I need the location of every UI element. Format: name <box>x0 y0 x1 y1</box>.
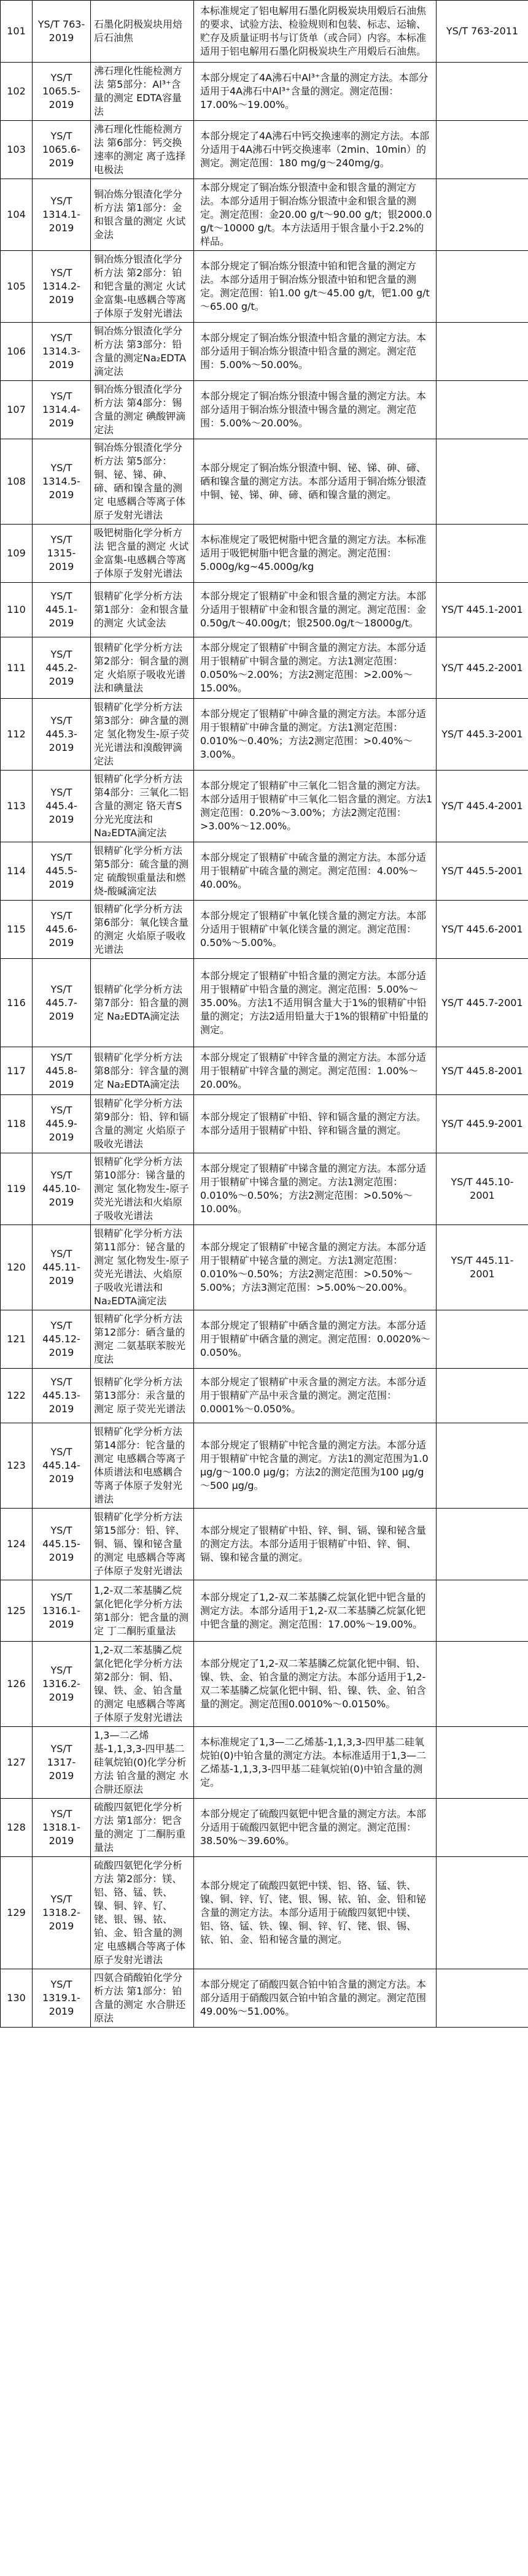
replaced-standard <box>437 251 528 323</box>
table-row <box>1 179 528 251</box>
standard-name: 银精矿化学分析方法 第1部分：金和银含量的测定 火试金法 <box>91 583 194 637</box>
standard-number: YS/T 1314.1-2019 <box>33 179 91 251</box>
standard-number: YS/T 445.8-2019 <box>33 1047 91 1095</box>
standard-scope: 本部分规定了银精矿中硒含量的测定方法。本部分适用于银精矿中硒含量的测定。测定范围：0.0020%～0.050%。 <box>194 1310 437 1369</box>
row-number: 121 <box>1 1310 33 1369</box>
standard-name: 银精矿化学分析方法 第10部分：锑含量的测定 氢化物发生-原子荧光光谱法和火焰原子吸收光谱法 <box>91 1153 194 1225</box>
standard-scope: 本部分规定了铜冶炼分银渣中铅含量的测定方法。本部分适用于铜冶炼分银渣中铅含量的测定。测定范围：5.00%～50.00%。 <box>194 323 437 381</box>
table-row <box>1 901 528 959</box>
table-row <box>1 699 528 771</box>
replaced-standard: YS/T 445.2-2001 <box>437 637 528 699</box>
replaced-standard <box>437 1857 528 1969</box>
replaced-standard <box>437 179 528 251</box>
standard-name: 银精矿化学分析方法 第3部分：砷含量的测定 氢化物发生-原子荧光光谱法和溴酸钾滴定法 <box>91 699 194 771</box>
table-row <box>1 959 528 1047</box>
replaced-standard <box>437 63 528 121</box>
row-number: 123 <box>1 1423 33 1509</box>
standard-name: 石墨化阴极炭块用焙后石油焦 <box>91 1 194 63</box>
standard-scope: 本部分规定了硝酸四氨合铂中铂含量的测定方法。本部分适用于硝酸四氨合铂中铂含量的测定。测定范围49.00%～51.00%。 <box>194 1969 437 2028</box>
row-number: 116 <box>1 959 33 1047</box>
table-row <box>1 1369 528 1423</box>
row-number: 127 <box>1 1727 33 1799</box>
standard-scope: 本部分规定了铜冶炼分银渣中锡含量的测定方法。本部分适用于铜冶炼分银渣中锡含量的测定。测定范围：5.00%～20.00%。 <box>194 381 437 439</box>
standard-scope: 本部分规定了铜冶炼分银渣中铜、铋、锑、砷、碲、硒和镍含量的测定方法。本部分适用于铜冶炼分银渣中铜、铋、锑、砷、碲、硒和镍含量的测定。 <box>194 439 437 525</box>
standard-number: YS/T 1314.2-2019 <box>33 251 91 323</box>
table-row <box>1 1799 528 1857</box>
table-row <box>1 1642 528 1727</box>
table-row <box>1 1225 528 1310</box>
table-row <box>1 1047 528 1095</box>
replaced-standard: YS/T 445.5-2001 <box>437 842 528 901</box>
row-number: 109 <box>1 525 33 583</box>
row-number: 113 <box>1 771 33 842</box>
standard-scope: 本部分规定了银精矿中金和银含量的测定方法。本部分适用于银精矿中金和银含量的测定。测定范围：金0.50g/t～40.00g/t；银2500.0g/t～18000g/t。 <box>194 583 437 637</box>
row-number: 128 <box>1 1799 33 1857</box>
standard-number: YS/T 1318.2-2019 <box>33 1857 91 1969</box>
standard-scope: 本部分规定了银精矿中铜含量的测定方法。本部分适用于银精矿中铜含量的测定。方法1测定范围：0.050%～2.00%；方法2测定范围：>2.00%～15.00%。 <box>194 637 437 699</box>
table-row <box>1 1857 528 1969</box>
replaced-standard <box>437 1310 528 1369</box>
standard-scope: 本部分规定了银精矿中汞含量的测定方法。本部分适用于银精矿产品中汞含量的测定。测定范围：0.0001%～0.050%。 <box>194 1369 437 1423</box>
replaced-standard <box>437 381 528 439</box>
standard-name: 银精矿化学分析方法 第12部分：硒含量的测定 二氨基联苯胺光度法 <box>91 1310 194 1369</box>
standard-scope: 本部分规定了铜冶炼分银渣中金和银含量的测定方法。本部分适用于铜冶炼分银渣中金和银含量的测定。测定范围：金20.00 g/t～90.00 g/t；银2000.0 g/t～10000 g/t。本方法适用于银含量小于2.2%的样品。 <box>194 179 437 251</box>
standard-scope: 本标准规定了1,3—二乙烯基-1,1,3,3-四甲基二硅氧烷铂(0)中铂含量的测定方法。本标准适用于1,3—二乙烯基-1,1,3,3-四甲基二硅氧烷铂(0)中铂含量的测定。 <box>194 1727 437 1799</box>
standard-number: YS/T 1316.2-2019 <box>33 1642 91 1727</box>
row-number: 122 <box>1 1369 33 1423</box>
replaced-standard: YS/T 445.6-2001 <box>437 901 528 959</box>
standard-name: 硫酸四氨钯化学分析方法 第1部分：钯含量的测定 丁二酮肟重量法 <box>91 1799 194 1857</box>
replaced-standard: YS/T 445.9-2001 <box>437 1095 528 1153</box>
standard-name: 1,2-双二苯基膦乙烷氯化钯化学分析方法 第2部分：铜、铅、镍、铁、金、铂含量的测定 电感耦合等离子体原子发射光谱法 <box>91 1642 194 1727</box>
standard-scope: 本部分规定了银精矿中硫含量的测定方法。本部分适用于银精矿中硫含量的测定。测定范围：4.00%～40.00%。 <box>194 842 437 901</box>
standard-number: YS/T 1065.5-2019 <box>33 63 91 121</box>
row-number: 118 <box>1 1095 33 1153</box>
row-number: 107 <box>1 381 33 439</box>
replaced-standard: YS/T 445.3-2001 <box>437 699 528 771</box>
table-row <box>1 1580 528 1642</box>
table-row <box>1 1423 528 1509</box>
standard-number: YS/T 1318.1-2019 <box>33 1799 91 1857</box>
standard-name: 硫酸四氨钯化学分析方法 第2部分：镁、铝、铬、锰、铁、镍、铜、锌、钌、铑、银、锡、铱、铂、金、铅含量的测定 电感耦合等离子体原子发射光谱法 <box>91 1857 194 1969</box>
table-row <box>1 439 528 525</box>
row-number: 102 <box>1 63 33 121</box>
standard-name: 1,2-双二苯基膦乙烷氯化钯化学分析方法 第1部分：钯含量的测定 丁二酮肟重量法 <box>91 1580 194 1642</box>
replaced-standard <box>437 439 528 525</box>
replaced-standard <box>437 1369 528 1423</box>
standard-name: 银精矿化学分析方法 第5部分：硫含量的测定 硫酸钡重量法和燃烧-酸碱滴定法 <box>91 842 194 901</box>
standard-number: YS/T 1314.4-2019 <box>33 381 91 439</box>
row-number: 104 <box>1 179 33 251</box>
standard-number: YS/T 1316.1-2019 <box>33 1580 91 1642</box>
row-number: 117 <box>1 1047 33 1095</box>
table-row <box>1 1095 528 1153</box>
replaced-standard: YS/T 445.11-2001 <box>437 1225 528 1310</box>
standard-number: YS/T 445.5-2019 <box>33 842 91 901</box>
table-row <box>1 121 528 179</box>
standard-scope: 本部分规定了4A沸石中钙交换速率的测定方法。本部分适用于4A沸石中钙交换速率（2min、10min）的测定。测定范围：180 mg/g～240mg/g。 <box>194 121 437 179</box>
standard-number: YS/T 445.12-2019 <box>33 1310 91 1369</box>
replaced-standard <box>437 1642 528 1727</box>
table-row <box>1 1153 528 1225</box>
standard-number: YS/T 1314.5-2019 <box>33 439 91 525</box>
standard-scope: 本部分规定了银精矿中三氧化二铝含量的测定方法。本部分适用于银精矿中三氧化二铝含量的测定。方法1测定范围：0.20%～3.00%；方法2测定范围：>3.00%～12.00%。 <box>194 771 437 842</box>
standard-name: 银精矿化学分析方法 第4部分：三氧化二铝含量的测定 铬天青S分光光度法和Na₂EDTA滴定法 <box>91 771 194 842</box>
replaced-standard <box>437 121 528 179</box>
standard-scope: 本部分规定了银精矿中铅、锌和镉含量的测定方法。本部分适用于银精矿中铅、锌和镉含量的测定。 <box>194 1095 437 1153</box>
standard-number: YS/T 445.13-2019 <box>33 1369 91 1423</box>
row-number: 130 <box>1 1969 33 2028</box>
table-row <box>1 842 528 901</box>
replaced-standard <box>437 1799 528 1857</box>
standard-number: YS/T 445.10-2019 <box>33 1153 91 1225</box>
standard-scope: 本部分规定了银精矿中铊含量的测定方法。本部分适用于银精矿中铊含量的测定。方法1的测定范围为1.0 μg/g～100.0 μg/g；方法2的测定范围为100 μg/g～500 μg/g。 <box>194 1423 437 1509</box>
standard-scope: 本部分规定了银精矿中锌含量的测定方法。本部分适用于银精矿中锌含量的测定。测定范围：1.00%～20.00%。 <box>194 1047 437 1095</box>
row-number: 126 <box>1 1642 33 1727</box>
standard-scope: 本部分规定了硫酸四氨钯中钯含量的测定方法。本部分适用于硫酸四氨钯中钯含量的测定。测定范围：38.50%～39.60%。 <box>194 1799 437 1857</box>
replaced-standard <box>437 1727 528 1799</box>
row-number: 110 <box>1 583 33 637</box>
standard-name: 银精矿化学分析方法 第15部分：铅、锌、铜、镉、镍和铋含量的测定 电感耦合等离子体原子发射光谱法 <box>91 1509 194 1580</box>
standard-name: 铜冶炼分银渣化学分析方法 第1部分：金和银含量的测定 火试金法 <box>91 179 194 251</box>
standard-name: 银精矿化学分析方法 第9部分：铅、锌和镉含量的测定 火焰原子吸收光谱法 <box>91 1095 194 1153</box>
row-number: 120 <box>1 1225 33 1310</box>
table-row <box>1 1509 528 1580</box>
standards-table-body <box>1 1 528 2028</box>
standard-name: 四氨合硝酸铂化学分析方法 第1部分：铂含量的测定 水合肼还原法 <box>91 1969 194 2028</box>
standard-name: 铜冶炼分银渣化学分析方法 第3部分：铅含量的测定Na₂EDTA滴定法 <box>91 323 194 381</box>
row-number: 101 <box>1 1 33 63</box>
standard-name: 银精矿化学分析方法 第13部分：汞含量的测定 原子荧光光谱法 <box>91 1369 194 1423</box>
standard-name: 铜冶炼分银渣化学分析方法 第5部分：铜、铋、锑、砷、碲、硒和镍含量的测定 电感耦合等离子体原子发射光谱法 <box>91 439 194 525</box>
row-number: 103 <box>1 121 33 179</box>
replaced-standard <box>437 1423 528 1509</box>
replaced-standard <box>437 323 528 381</box>
replaced-standard: YS/T 445.7-2001 <box>437 959 528 1047</box>
table-row <box>1 637 528 699</box>
row-number: 105 <box>1 251 33 323</box>
standard-name: 银精矿化学分析方法 第6部分：氧化镁含量的测定 火焰原子吸收光谱法 <box>91 901 194 959</box>
standard-scope: 本部分规定了铜冶炼分银渣中铂和钯含量的测定方法。本部分适用于铜冶炼分银渣中铂和钯含量的测定。测定范围：铂1.00 g/t～45.00 g/t，钯1.00 g/t～65.00 g/t。 <box>194 251 437 323</box>
standard-number: YS/T 445.14-2019 <box>33 1423 91 1509</box>
standard-name: 银精矿化学分析方法 第2部分：铜含量的测定 火焰原子吸收光谱法和碘量法 <box>91 637 194 699</box>
standard-number: YS/T 1319.1-2019 <box>33 1969 91 2028</box>
standard-number: YS/T 1315-2019 <box>33 525 91 583</box>
standard-name: 铜冶炼分银渣化学分析方法 第2部分：铂和钯含量的测定 火试金富集-电感耦合等离子体原子发射光谱法 <box>91 251 194 323</box>
standard-scope: 本部分规定了银精矿中氧化镁含量的测定方法。本部分适用于银精矿中氧化镁含量的测定。测定范围：0.50%～5.00%。 <box>194 901 437 959</box>
table-row <box>1 1727 528 1799</box>
table-row <box>1 381 528 439</box>
standard-name: 银精矿化学分析方法 第7部分：铅含量的测定 Na₂EDTA滴定法 <box>91 959 194 1047</box>
standard-number: YS/T 445.6-2019 <box>33 901 91 959</box>
standard-scope: 本部分规定了1,2-双二苯基膦乙烷氯化钯中铜、铅、镍、铁、金、铂含量的测定方法。本部分适用于1,2-双二苯基膦乙烷氯化钯中铜、铅、镍、铁、金、铂含量的测定。测定范围0.0010%～0.0150%。 <box>194 1642 437 1727</box>
row-number: 124 <box>1 1509 33 1580</box>
standard-number: YS/T 763-2019 <box>33 1 91 63</box>
standard-number: YS/T 1065.6-2019 <box>33 121 91 179</box>
row-number: 114 <box>1 842 33 901</box>
standard-name: 银精矿化学分析方法 第14部分：铊含量的测定 电感耦合等离子体质谱法和电感耦合等离子体原子发射光谱法 <box>91 1423 194 1509</box>
table-row <box>1 1969 528 2028</box>
standard-name: 沸石理化性能检测方法 第6部分：钙交换速率的测定 离子选择电极法 <box>91 121 194 179</box>
row-number: 119 <box>1 1153 33 1225</box>
standard-number: YS/T 445.2-2019 <box>33 637 91 699</box>
replaced-standard <box>437 1509 528 1580</box>
row-number: 108 <box>1 439 33 525</box>
standard-scope: 本标准规定了铝电解用石墨化阴极炭块用煅后石油焦的要求、试验方法、检验规则和包装、标志、运输、贮存及质量证明书与订货单（或合同）内容。本标准适用于铝电解用石墨化阴极炭块生产用煅后石油焦。 <box>194 1 437 63</box>
standard-number: YS/T 445.11-2019 <box>33 1225 91 1310</box>
row-number: 112 <box>1 699 33 771</box>
standard-scope: 本部分规定了硫酸四氨钯中镁、铝、铬、锰、铁、镍、铜、锌、钌、铑、银、锡、铱、铂、金、铅和铋含量的测定方法。本部分适用于硫酸四氨钯中镁、铝、铬、锰、铁、镍、铜、锌、钌、铑、银、锡、铱、铂、金、铅和铋含量的测定。 <box>194 1857 437 1969</box>
standard-number: YS/T 1317-2019 <box>33 1727 91 1799</box>
standard-name: 银精矿化学分析方法 第8部分：锌含量的测定 Na₂EDTA滴定法 <box>91 1047 194 1095</box>
standard-name: 铜冶炼分银渣化学分析方法 第4部分：锡含量的测定 碘酸钾滴定法 <box>91 381 194 439</box>
table-row <box>1 63 528 121</box>
replaced-standard <box>437 525 528 583</box>
row-number: 106 <box>1 323 33 381</box>
table-row <box>1 1310 528 1369</box>
standard-scope: 本部分规定了1,2-双二苯基膦乙烷氯化钯中钯含量的测定方法。本部分适用于1,2-双二苯基膦乙烷氯化钯中钯含量的测定。测定范围：17.00%～19.00%。 <box>194 1580 437 1642</box>
table-row <box>1 1 528 63</box>
standard-number: YS/T 445.9-2019 <box>33 1095 91 1153</box>
standard-number: YS/T 445.15-2019 <box>33 1509 91 1580</box>
standard-scope: 本标准规定了吸钯树脂中钯含量的测定方法。本标准适用于吸钯树脂中钯含量的测定。测定范围：5.000g/kg~45.000g/kg <box>194 525 437 583</box>
table-row <box>1 323 528 381</box>
standard-number: YS/T 1314.3-2019 <box>33 323 91 381</box>
standard-name: 1,3—二乙烯基-1,1,3,3-四甲基二硅氧烷铂(0)化学分析方法 铂含量的测定 水合肼还原法 <box>91 1727 194 1799</box>
replaced-standard: YS/T 763-2011 <box>437 1 528 63</box>
table-row <box>1 251 528 323</box>
replaced-standard: YS/T 445.1-2001 <box>437 583 528 637</box>
replaced-standard <box>437 1969 528 2028</box>
row-number: 125 <box>1 1580 33 1642</box>
standard-number: YS/T 445.7-2019 <box>33 959 91 1047</box>
standard-scope: 本部分规定了银精矿中锑含量的测定方法。本部分适用于银精矿中锑含量的测定。方法1测定范围：0.010%～0.50%；方法2测定范围：>0.50%～10.00%。 <box>194 1153 437 1225</box>
standard-scope: 本部分规定了4A沸石中Al³⁺含量的测定方法。本部分适用于4A沸石中Al³⁺含量的测定。测定范围：17.00%～19.00%。 <box>194 63 437 121</box>
row-number: 111 <box>1 637 33 699</box>
table-row <box>1 525 528 583</box>
replaced-standard: YS/T 445.10-2001 <box>437 1153 528 1225</box>
standard-name: 沸石理化性能检测方法 第5部分：Al³⁺含量的测定 EDTA容量法 <box>91 63 194 121</box>
row-number: 129 <box>1 1857 33 1969</box>
standard-number: YS/T 445.3-2019 <box>33 699 91 771</box>
standard-name: 银精矿化学分析方法 第11部分：铋含量的测定 氢化物发生-原子荧光光谱法、火焰原子吸收光谱法和Na₂EDTA滴定法 <box>91 1225 194 1310</box>
replaced-standard <box>437 1580 528 1642</box>
row-number: 115 <box>1 901 33 959</box>
standard-name: 吸钯树脂化学分析方法 钯含量的测定 火试金富集-电感耦合等离子体原子发射光谱法 <box>91 525 194 583</box>
standard-scope: 本部分规定了银精矿中铅含量的测定方法。本部分适用于银精矿中铅含量的测定。测定范围：5.00%～35.00%。方法1不适用铜含量大于1%的银精矿中铅量的测定；方法2适用铅量大于1%的银精矿中铅量的测定。 <box>194 959 437 1047</box>
standard-number: YS/T 445.4-2019 <box>33 771 91 842</box>
standard-scope: 本部分规定了银精矿中铋含量的测定方法。本部分适用于银精矿中铋含量的测定。方法1测定范围：0.010%～0.50%；方法2测定范围：>0.50%～5.00%；方法3测定范围：>5.00%～20.00%。 <box>194 1225 437 1310</box>
standard-scope: 本部分规定了银精矿中砷含量的测定方法。本部分适用于银精矿中砷含量的测定。方法1测定范围：0.010%～0.40%；方法2测定范围：>0.40%～3.00%。 <box>194 699 437 771</box>
standard-number: YS/T 445.1-2019 <box>33 583 91 637</box>
table-row <box>1 771 528 842</box>
standard-scope: 本部分规定了银精矿中铅、锌、铜、镉、镍和铋含量的测定方法。本部分适用于银精矿中铅、锌、铜、镉、镍和铋含量的测定。 <box>194 1509 437 1580</box>
replaced-standard: YS/T 445.8-2001 <box>437 1047 528 1095</box>
table-row <box>1 583 528 637</box>
replaced-standard: YS/T 445.4-2001 <box>437 771 528 842</box>
